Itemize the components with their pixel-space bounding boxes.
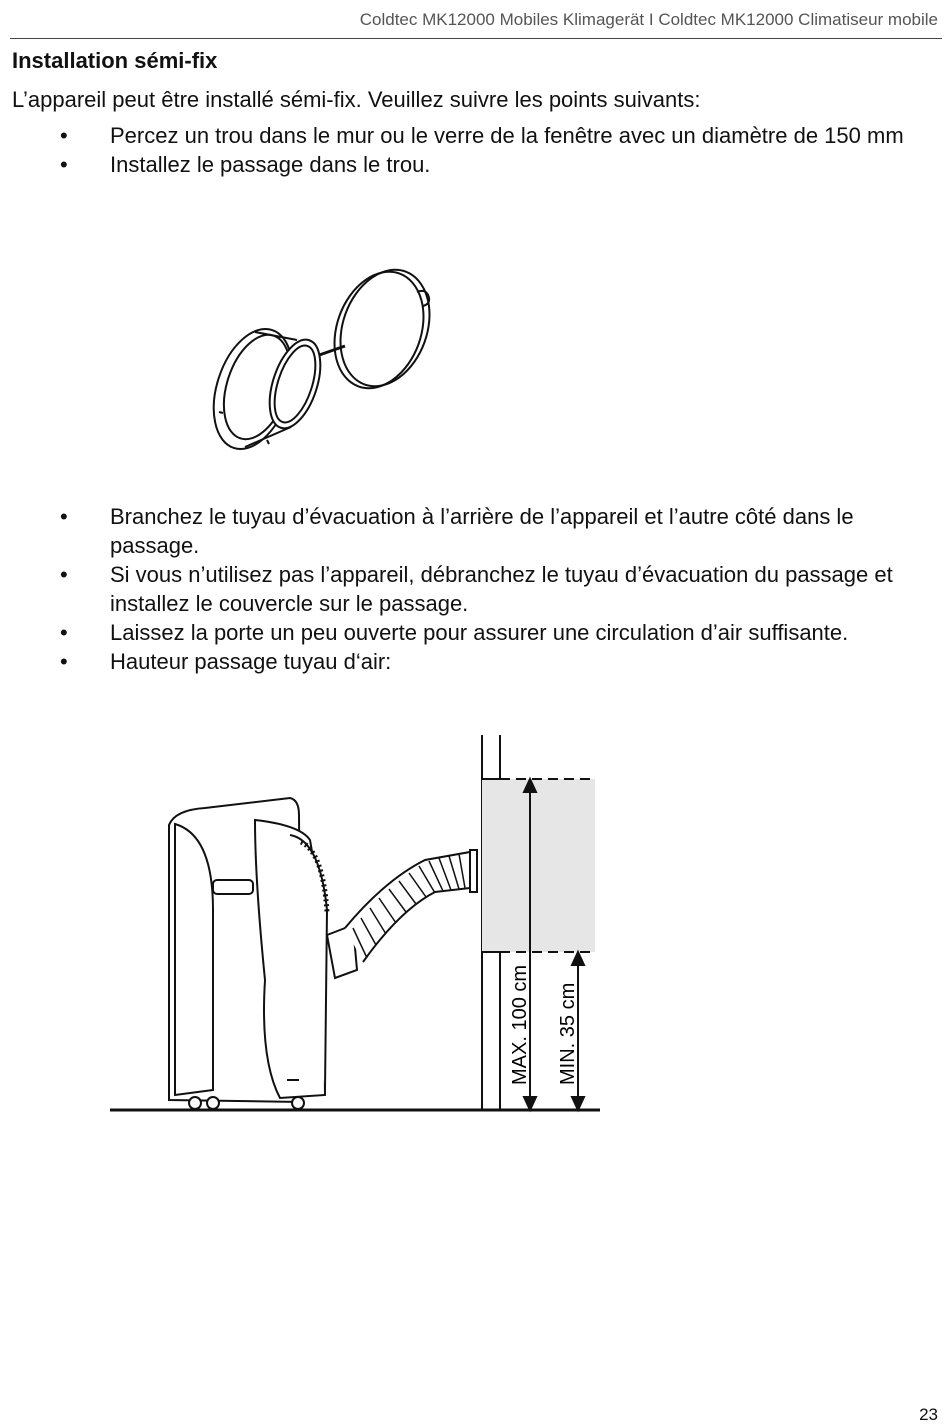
air-conditioner-unit [169, 798, 327, 1109]
list-item-text: Branchez le tuyau d’évacuation à l’arrière de l’appareil et l’autre côté dans le passage. [110, 504, 854, 558]
min-height-label: MIN. 35 cm [557, 982, 579, 1085]
list-item [0, 502, 940, 560]
bullet-icon: • [60, 152, 68, 177]
bullet-icon: • [60, 649, 68, 674]
list-item [0, 121, 940, 150]
bullet-icon: • [60, 123, 68, 148]
list-item [0, 618, 940, 647]
list-item-text: Installez le passage dans le trou. [110, 152, 431, 177]
list-item-text: Si vous n’utilisez pas l’appareil, débranchez le tuyau d’évacuation du passage et installez le couvercle sur le passage. [110, 562, 893, 616]
bullet-icon: • [60, 504, 68, 529]
bullet-icon: • [60, 620, 68, 645]
exhaust-hose [327, 850, 477, 978]
list-item-text: Hauteur passage tuyau d‘air: [110, 649, 392, 674]
list-item [0, 560, 940, 618]
hose-height-diagram [105, 730, 605, 1120]
page-number: 23 [919, 1405, 938, 1424]
list-item [0, 150, 940, 179]
list-item-text: Percez un trou dans le mur ou le verre de la fenêtre avec un diamètre de 150 mm [110, 123, 904, 148]
steps-list-after [0, 502, 940, 676]
section-intro: L’appareil peut être installé sémi-fix. Veuillez suivre les points suivants: [12, 87, 701, 112]
list-item [0, 647, 940, 676]
header-rule [10, 38, 942, 39]
passage-cap-illustration [205, 262, 445, 457]
allowed-height-zone [482, 779, 595, 952]
steps-list-before [0, 121, 940, 179]
bullet-icon: • [60, 562, 68, 587]
list-item-text: Laissez la porte un peu ouverte pour assurer une circulation d’air suffisante. [110, 620, 849, 645]
section-title: Installation sémi-fix [12, 48, 218, 73]
max-height-label: MAX. 100 cm [509, 964, 531, 1085]
running-header: Coldtec MK12000 Mobiles Klimagerät I Coldtec MK12000 Climatiseur mobile [359, 10, 938, 29]
